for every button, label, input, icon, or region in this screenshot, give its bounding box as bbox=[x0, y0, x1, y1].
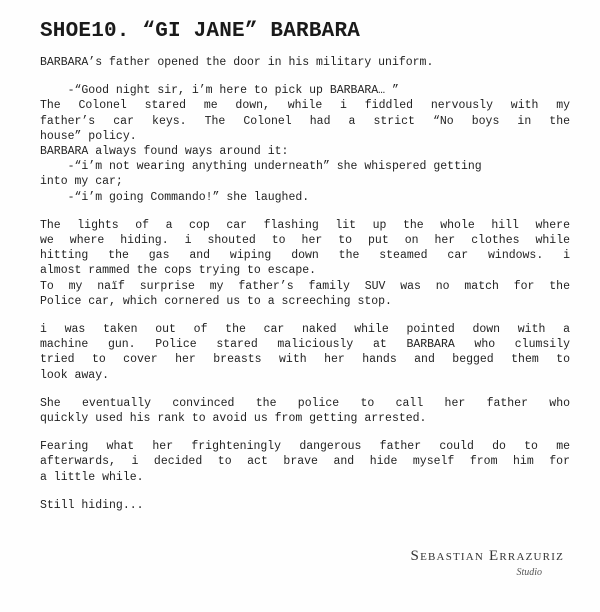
paragraph bbox=[40, 218, 570, 309]
paragraph-gap bbox=[40, 485, 570, 498]
text-line: father’s car keys. The Colonel had a strict “No boys in the bbox=[40, 114, 570, 128]
text-line: -“i’m going Commando!” she laughed. bbox=[40, 190, 310, 204]
document-body bbox=[40, 55, 570, 513]
paragraph-gap bbox=[40, 205, 570, 218]
text-line: a little while. bbox=[40, 470, 144, 484]
text-line: -“Good night sir, i’m here to pick up BARBARA… ” bbox=[40, 84, 399, 98]
text-line: The lights of a cop car flashing lit up the whole hill where bbox=[40, 218, 570, 232]
text-line: Police car, which cornered us to a screeching stop. bbox=[40, 294, 392, 308]
paragraph-gap bbox=[40, 426, 570, 439]
paragraph-gap bbox=[40, 383, 570, 396]
text-line: i was taken out of the car naked while pointed down with a bbox=[40, 323, 570, 337]
signature-studio: Studio bbox=[516, 567, 542, 578]
signature-name: Sebastian Errazuriz bbox=[410, 548, 564, 564]
studio-signature bbox=[411, 548, 564, 578]
paragraph bbox=[40, 498, 570, 513]
text-line: quickly used his rank to avoid us from getting arrested. bbox=[40, 412, 427, 426]
paragraph-gap bbox=[40, 70, 570, 83]
text-line: we where hiding. i shouted to her to put on her clothes while bbox=[40, 234, 570, 248]
paragraph-gap bbox=[40, 309, 570, 322]
text-line: -“i’m not wearing anything underneath” she whispered getting bbox=[40, 160, 482, 174]
paragraph bbox=[40, 396, 570, 426]
paragraph bbox=[40, 55, 570, 70]
text-line: look away. bbox=[40, 368, 110, 382]
text-line: machine gun. Police stared maliciously at BARBARA who clumsily bbox=[40, 338, 570, 352]
text-line: house” policy. bbox=[40, 129, 137, 143]
text-line: into my car; bbox=[40, 175, 123, 189]
text-line: The Colonel stared me down, while i fiddled nervously with my bbox=[40, 99, 570, 113]
text-line: To my naïf surprise my father’s family SUV was no match for the bbox=[40, 279, 570, 293]
text-line: afterwards, i decided to act brave and hide myself from him for bbox=[40, 455, 570, 469]
text-line: almost rammed the cops trying to escape. bbox=[40, 264, 317, 278]
text-line: tried to cover her breasts with her hands and begged them to bbox=[40, 353, 570, 367]
paragraph bbox=[40, 83, 570, 205]
text-line: She eventually convinced the police to call her father who bbox=[40, 396, 570, 410]
text-line: BARBARA’s father opened the door in his military uniform. bbox=[40, 56, 434, 69]
paragraph bbox=[40, 322, 570, 383]
text-line: Fearing what her frighteningly dangerous father could do to me bbox=[40, 440, 570, 454]
text-line: BARBARA always found ways around it: bbox=[40, 145, 289, 159]
paragraph bbox=[40, 439, 570, 485]
document-title: SHOE10. “GI JANE” BARBARA bbox=[40, 20, 361, 43]
text-line: Still hiding... bbox=[40, 498, 144, 512]
text-line: hitting the gas and wiping down the steamed car windows. i bbox=[40, 249, 570, 263]
